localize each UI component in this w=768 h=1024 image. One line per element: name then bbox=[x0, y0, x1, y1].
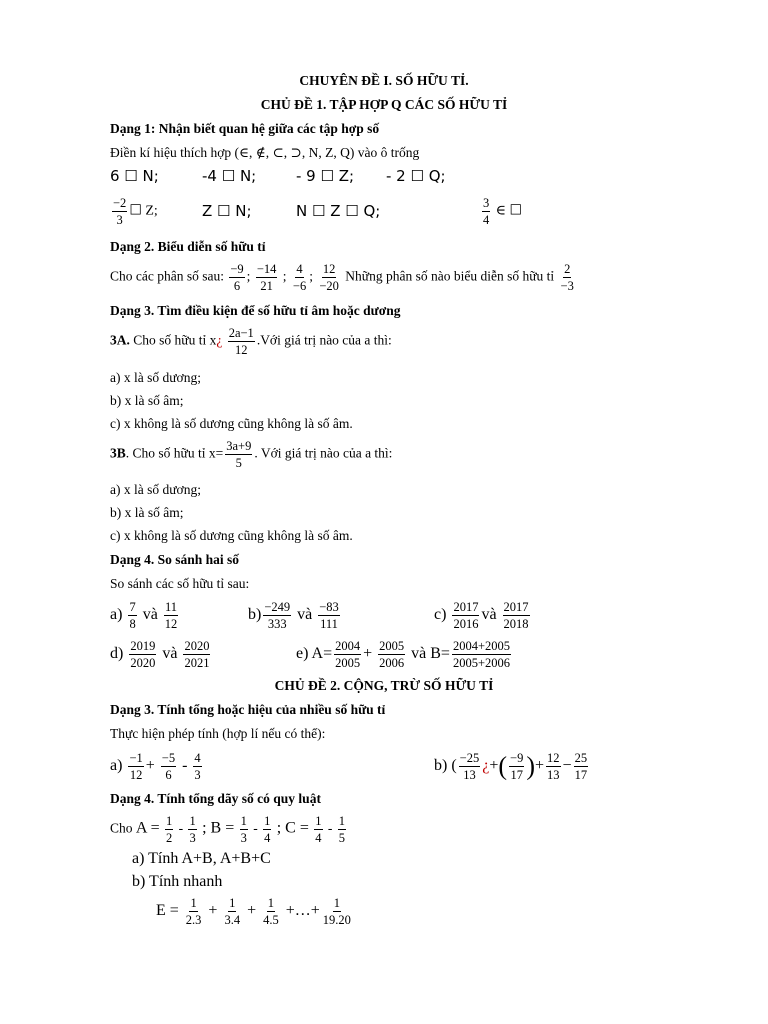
list-item: a) x là số dương; bbox=[110, 482, 201, 497]
exercise-1-item: - 2 ☐ Q; bbox=[386, 167, 446, 185]
fraction: $\frac{1}{2.3}$ bbox=[185, 896, 202, 927]
list-item: b) Tính nhanh bbox=[132, 873, 223, 890]
fraction: $\frac{2}{-3}$ bbox=[560, 262, 574, 293]
list-item: b) x là số âm; bbox=[110, 505, 184, 520]
exercise-1-item: Z ☐ N; bbox=[202, 202, 252, 220]
section-3b-heading: Dạng 3. Tính tổng hoặc hiệu của nhiều số hữu tỉ bbox=[110, 702, 386, 717]
exercise-1-fraction-item: $\frac{3}{4}$ ∈ ☐ bbox=[483, 196, 523, 227]
section-2-question: Cho các phân số sau: $\frac{-9}{6}$ ; $\frac{-14}{21}$ ; $\frac{4}{-6}$ ; $\frac{12}{-20}$ Những phân số nào biểu diễn số hữu tỉ $\frac{2}{-3}$ bbox=[110, 262, 574, 293]
section-4-heading: Dạng 4. So sánh hai số bbox=[110, 552, 240, 567]
fraction: $\frac{3a+9}{5}$ bbox=[226, 439, 252, 470]
topic-1-title: CHỦ ĐỀ 1. TẬP HỢP Q CÁC SỐ HỮU TỈ bbox=[260, 97, 508, 112]
fraction: $\frac{-9}{6}$ bbox=[230, 262, 244, 293]
fraction: $\frac{-25}{13}$ bbox=[459, 751, 480, 782]
fraction: $\frac{7}{8}$ bbox=[129, 600, 136, 631]
exercise-1-item: - 9 ☐ Z; bbox=[296, 167, 355, 185]
exercise-1-item: 6 ☐ N; bbox=[110, 167, 159, 185]
list-item: a) x là số dương; bbox=[110, 370, 201, 385]
fraction: $\frac{-9}{17}$ bbox=[510, 751, 524, 782]
exercise-1-item: N ☐ Z ☐ Q; bbox=[296, 202, 381, 220]
compare-d: d) $\frac{2019}{2020}$ và $\frac{2020}{2021}$ bbox=[110, 639, 210, 670]
fraction: $\frac{4}{3}$ bbox=[194, 751, 201, 782]
sum-definitions: Cho A = $\frac{1}{2}$ - $\frac{1}{3}$ ; B = $\frac{1}{3}$ - $\frac{1}{4}$ ; C = $\frac{1}{4}$ - $\frac{1}{5}$ bbox=[110, 814, 345, 845]
section-1-instruction: Điền kí hiệu thích hợp (∈, ∉, ⊂, ⊃, N, Z, Q) vào ô trống bbox=[110, 145, 420, 160]
fraction: $\frac{-14}{21}$ bbox=[256, 262, 277, 293]
list-item: a) Tính A+B, A+B+C bbox=[132, 850, 271, 867]
calc-a: a) $\frac{-1}{12}$ + $\frac{-5}{6}$ - $\frac{4}{3}$ bbox=[110, 751, 201, 782]
section-3b-instruction: Thực hiện phép tính (hợp lí nếu có thể): bbox=[110, 726, 326, 741]
fraction: $\frac{1}{4}$ bbox=[315, 814, 322, 845]
fraction: $\frac{-2}{3}$ bbox=[113, 196, 127, 227]
fraction: $\frac{1}{5}$ bbox=[338, 814, 345, 845]
fraction: $\frac{1}{3}$ bbox=[240, 814, 247, 845]
fraction: $\frac{2019}{2020}$ bbox=[130, 639, 156, 670]
fraction: $\frac{11}{12}$ bbox=[164, 600, 178, 631]
fraction: $\frac{1}{4}$ bbox=[264, 814, 271, 845]
section-2-heading: Dạng 2. Biểu diễn số hữu tỉ bbox=[110, 239, 266, 254]
exercise-1-item: -4 ☐ N; bbox=[202, 167, 257, 185]
fraction: $\frac{2005}{2006}$ bbox=[379, 639, 405, 670]
doc-title: CHUYÊN ĐỀ I. SỐ HỮU TỈ. bbox=[299, 73, 469, 88]
compare-e: e) A= $\frac{2004}{2005}$ + $\frac{2005}{2006}$ và B= $\frac{2004+2005}{2005+2006}$ bbox=[296, 639, 511, 670]
problem-3a: 3A. Cho số hữu tỉ x¿ $\frac{2a-1}{12}$ .Với giá trị nào của a thì: bbox=[110, 326, 392, 357]
section-4b-heading: Dạng 4. Tính tổng dãy số có quy luật bbox=[110, 791, 321, 806]
series-e: E = $\frac{1}{2.3}$ + $\frac{1}{3.4}$ + $\frac{1}{4.5}$ +…+ $\frac{1}{19.20}$ bbox=[156, 896, 351, 927]
exercise-1-fraction-item: $\frac{-2}{3}$ ☐ Z; bbox=[113, 196, 158, 227]
fraction: $\frac{2004+2005}{2005+2006}$ bbox=[452, 639, 511, 670]
fraction: $\frac{-83}{111}$ bbox=[319, 600, 339, 631]
fraction: $\frac{2020}{2021}$ bbox=[184, 639, 210, 670]
section-3-heading: Dạng 3. Tìm điều kiện để số hữu tỉ âm hoặc dương bbox=[110, 303, 401, 318]
compare-c: c) $\frac{2017}{2016}$ và $\frac{2017}{2018}$ bbox=[434, 600, 529, 631]
fraction: $\frac{4}{-6}$ bbox=[292, 262, 307, 293]
fraction: $\frac{12}{13}$ bbox=[547, 751, 560, 782]
fraction: $\frac{1}{4.5}$ bbox=[263, 896, 279, 927]
compare-b: b) $\frac{-249}{333}$ và $\frac{-83}{111}$ bbox=[248, 600, 339, 631]
problem-3b: 3B. Cho số hữu tỉ x= $\frac{3a+9}{5}$ . Với giá trị nào của a thì: bbox=[110, 439, 393, 470]
fraction: $\frac{-1}{12}$ bbox=[129, 751, 143, 782]
list-item: c) x không là số dương cũng không là số âm. bbox=[110, 416, 353, 431]
fraction: $\frac{1}{3}$ bbox=[189, 814, 196, 845]
paren-open: ( bbox=[498, 751, 508, 781]
topic-2-title: CHỦ ĐỀ 2. CỘNG, TRỪ SỐ HỮU TỈ bbox=[274, 678, 494, 693]
fraction: $\frac{-249}{333}$ bbox=[264, 600, 291, 631]
fraction: $\frac{2004}{2005}$ bbox=[335, 639, 361, 670]
fraction: $\frac{-5}{6}$ bbox=[161, 751, 176, 782]
fraction: $\frac{2017}{2018}$ bbox=[503, 600, 529, 631]
fraction: $\frac{2017}{2016}$ bbox=[453, 600, 479, 631]
fraction: $\frac{12}{-20}$ bbox=[319, 262, 339, 293]
fraction: $\frac{3}{4}$ bbox=[483, 196, 490, 227]
fraction: $\frac{2a-1}{12}$ bbox=[228, 326, 254, 357]
list-item: c) x không là số dương cũng không là số âm. bbox=[110, 528, 353, 543]
section-4-instruction: So sánh các số hữu tỉ sau: bbox=[110, 576, 250, 591]
fraction: $\frac{1}{19.20}$ bbox=[322, 896, 351, 927]
compare-a: a) $\frac{7}{8}$ và $\frac{11}{12}$ bbox=[110, 600, 178, 631]
fraction: $\frac{1}{3.4}$ bbox=[224, 896, 241, 927]
section-1-heading: Dạng 1: Nhận biết quan hệ giữa các tập hợp số bbox=[110, 121, 380, 136]
fraction: $\frac{25}{17}$ bbox=[574, 751, 588, 782]
fraction: $\frac{1}{2}$ bbox=[165, 814, 173, 845]
paren-close: ) bbox=[526, 751, 536, 781]
list-item: b) x là số âm; bbox=[110, 393, 184, 408]
calc-b: b) ( $\frac{-25}{13}$ ¿+( $\frac{-9}{17}$ )+ $\frac{12}{13}$ − $\frac{25}{17}$ bbox=[434, 751, 588, 782]
